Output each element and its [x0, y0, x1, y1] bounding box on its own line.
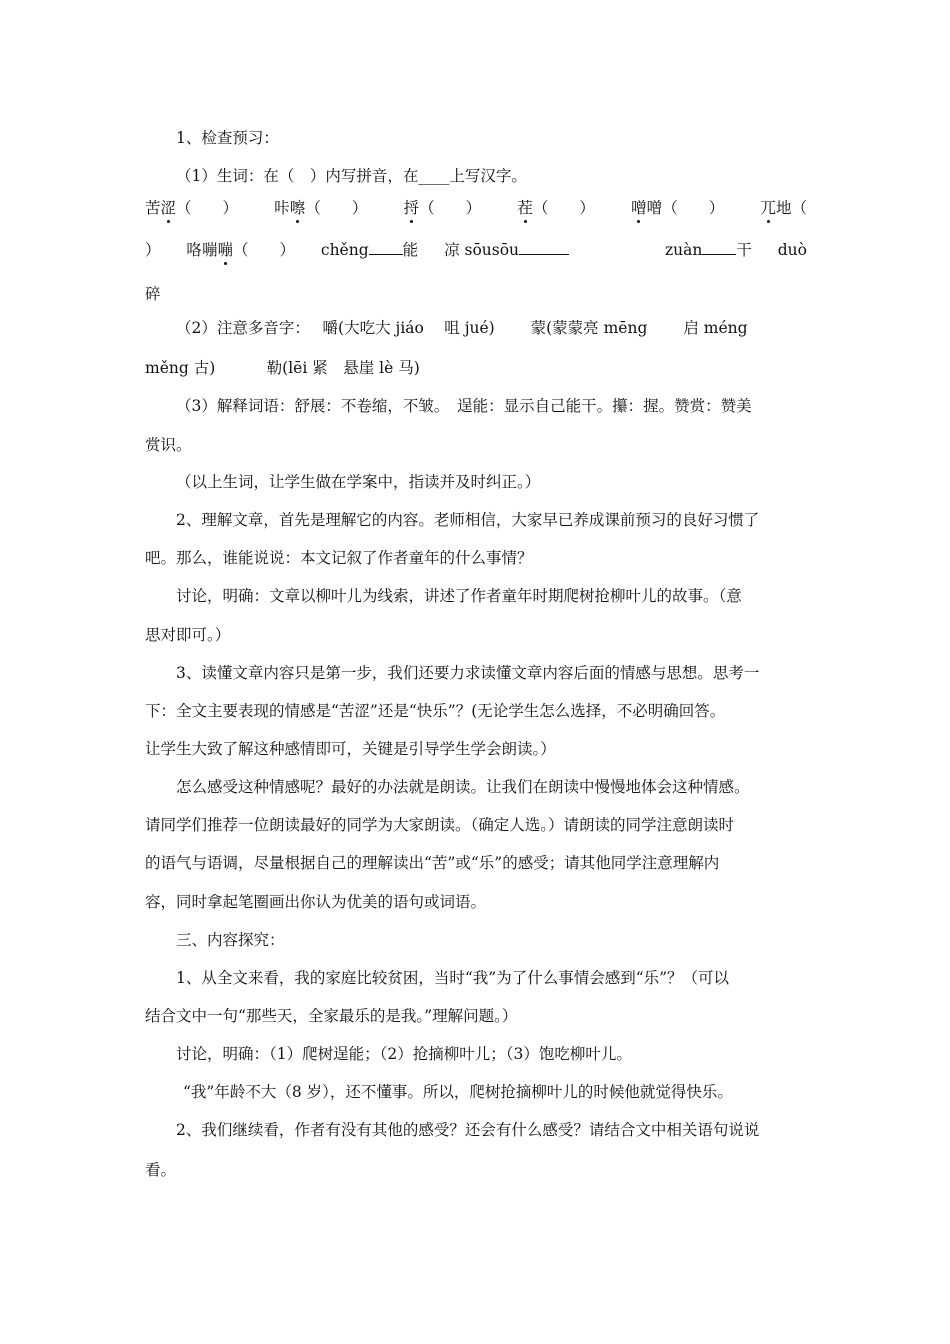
discussion-1-cont: 思对即可。） — [145, 626, 231, 644]
vocab-item-wudi: 兀地（ — [760, 199, 807, 217]
vocab-item-kuse: 苦涩（ ） — [145, 199, 239, 217]
paragraph-2: 2、理解文章，首先是理解它的内容。老师相信，大家早已养成课前预习的良好习惯了 — [176, 511, 760, 529]
vocab-row-2 — [145, 240, 807, 260]
polyphone-line: （2）注意多音字： 嚼(大吃大 jiáo 咀 jué) 蒙(蒙蒙亮 mēng 启 méng — [176, 319, 748, 337]
paragraph-reading-cont: 请同学们推荐一位朗读最好的同学为大家朗读。（确定人选。）请朗读的同学注意朗读时 — [145, 816, 735, 834]
paragraph-2-cont: 吧。那么，谁能说说：本文记叙了作者童年的什么事情？ — [145, 549, 533, 567]
fill-blank — [702, 240, 736, 255]
paragraph-3-cont: 下：全文主要表现的情感是“苦涩”还是“快乐”？(无论学生怎么选择，不必明确回答。 — [145, 702, 726, 720]
vocab-item-lv: 捋（ ） — [403, 199, 482, 217]
fill-blank — [519, 240, 569, 255]
polyphone-line-cont: měng 古) 勒(lēi 紧 悬崖 lè 马) — [145, 359, 420, 377]
paragraph-reading: 怎么感受这种情感呢？最好的办法就是朗读。让我们在朗读中慢慢地体会这种情感。 — [176, 778, 750, 796]
vocab-item-sousou: 凉 sōusōu — [444, 240, 569, 260]
paragraph-3: 3、读懂文章内容只是第一步，我们还要力求读懂文章内容后面的情感与思想。思考一 — [176, 664, 760, 682]
fill-blank — [369, 240, 403, 255]
vocab-item-cha: 茬（ ） — [517, 199, 595, 217]
vocab-item-zuangan: zuàn 干 — [664, 241, 752, 259]
vocab-item-kacha: 咔嚓（ ） — [274, 199, 368, 217]
text-line: 碎 — [145, 285, 161, 303]
vocab-item-cengceng: 噌噌（ ） — [631, 199, 725, 217]
paragraph-reading-cont: 容，同时拿起笔圈画出你认为优美的语句或词语。 — [145, 893, 487, 911]
section-heading-inquiry: 三、内容探究： — [176, 931, 285, 949]
definitions-line: （3）解释词语：舒展：不卷缩，不皱。 逞能：显示自己能干。攥：握。赞赏：赞美 — [176, 397, 752, 415]
vocab-item-gebengbeng: 咯嘣嘣（ ） — [186, 241, 295, 259]
question-2-cont: 看。 — [145, 1161, 177, 1179]
paragraph-3-cont: 让学生大致了解这种感情即可，关键是引导学生学会朗读。） — [145, 740, 556, 758]
definitions-line-cont: 赏识。 — [145, 436, 192, 454]
vocab-row-1 — [145, 198, 807, 218]
vocab-item-chengneng: chěng 能 — [320, 241, 419, 259]
discussion-2-note: “我”年龄不大（8 岁），还不懂事。所以，爬树抢摘柳叶儿的时候他就觉得快乐。 — [183, 1083, 733, 1101]
section-heading-preview: 1、检查预习： — [176, 129, 279, 147]
paragraph-reading-cont: 的语气与语调，尽量根据自己的理解读出“苦”或“乐”的感受；请其他同学注意理解内 — [145, 854, 720, 872]
question-2: 2、我们继续看，作者有没有其他的感受？还会有什么感受？请结合文中相关语句说说 — [176, 1121, 760, 1139]
teacher-note: （以上生词，让学生做在学案中，指读并及时纠正。） — [176, 473, 541, 491]
vocab-paren-close: ） — [145, 241, 161, 259]
discussion-2: 讨论，明确：（1）爬树逞能；（2）抢摘柳叶儿；（3）饱吃柳叶儿。 — [176, 1045, 632, 1063]
question-1: 1、从全文来看，我的家庭比较贫困，当时“我”为了什么事情会感到“乐”？（可以 — [176, 969, 730, 987]
vocab-instruction: （1）生词：在（ ）内写拼音，在____上写汉字。 — [176, 167, 527, 185]
vocab-item-duo: duò — [777, 241, 807, 259]
discussion-1: 讨论，明确：文章以柳叶儿为线索，讲述了作者童年时期爬树抢柳叶儿的故事。（意 — [176, 587, 742, 605]
question-1-cont: 结合文中一句“那些天，全家最乐的是我。”理解问题。） — [145, 1007, 518, 1025]
